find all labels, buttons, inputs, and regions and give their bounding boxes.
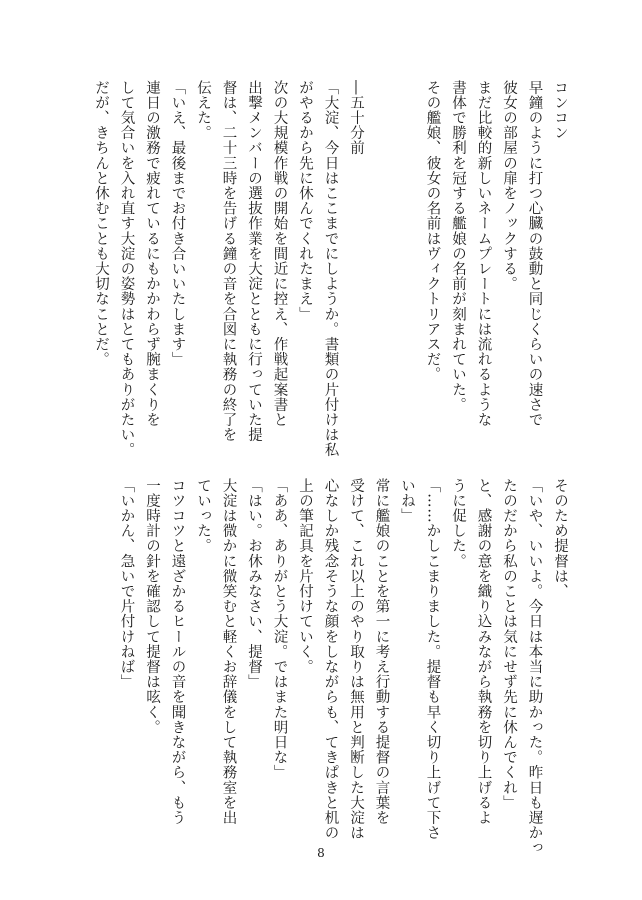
bottom-text-column-block xyxy=(92,478,572,856)
text-line: そのため提督は、 xyxy=(552,478,568,599)
text-line: 連日の激務で疲れているにもかかわらず腕まくりを xyxy=(144,80,160,428)
text-line: 出撃メンバーの選抜作業を大淀とともに行っていた提 xyxy=(246,80,262,443)
text-line: 大淀は微かに微笑むと軽くお辞儀をして執務室を出 xyxy=(220,478,237,826)
text-line: 「ああ、ありがとう大淀。ではまた明日な」 xyxy=(271,478,288,780)
text-line: まだ比較的新しいネームプレートには流れるような xyxy=(475,80,492,428)
blank-line xyxy=(394,80,420,430)
text-line: 常に艦娘のことを第一に考え行動する提督の言葉を xyxy=(373,478,390,826)
text-line: と、感謝の意を織り込みながら執務を切り上げるよ xyxy=(475,478,492,826)
text-line: だが、きちんと休むことも大切なことだ。 xyxy=(93,80,109,367)
text-line: コンコン xyxy=(552,80,568,141)
text-line: 早鐘のように打つ心臓の鼓動と同じくらいの速さで xyxy=(526,80,543,428)
text-line: 一度時計の針を確認して提督は呟く。 xyxy=(144,478,160,735)
text-line: 心なしか残念そうな顔をしながらも、てきぱきと机の xyxy=(322,478,339,841)
text-line: 「いえ、最後までお付き合いいたします」 xyxy=(169,80,186,367)
text-line: コツコツと遠ざかるヒールの音を聞きながら、もう xyxy=(169,478,186,826)
text-line: 上の筆記具を片付けていく。 xyxy=(297,478,313,675)
text-line: 「いかん、急いで片付けねば」 xyxy=(118,478,135,690)
text-line: 書体で勝利を冠する艦娘の名前が刻まれていた。 xyxy=(450,80,466,413)
text-line: 督は、二十三時を告げる鐘の音を合図に執務の終了を xyxy=(220,80,237,443)
text-line: 次の大規模作戦の開始を間近に控え、作戦起案書と xyxy=(271,80,288,428)
text-line: ていった。 xyxy=(195,478,211,554)
page-number: 8 xyxy=(317,846,325,860)
text-line: 彼女の部屋の扉をノックする。 xyxy=(501,80,517,292)
text-line: 受けて、これ以上のやり取りは無用と判断した大淀は xyxy=(348,478,364,841)
text-line: うに促した。 xyxy=(450,478,466,569)
text-line: 「いや、いいよ。今日は本当に助かった。昨日も遅かっ xyxy=(526,478,543,856)
text-line: 「はい。お休みなさい、提督」 xyxy=(246,478,262,690)
text-line: その艦娘、彼女の名前はヴィクトリアスだ。 xyxy=(424,80,441,382)
text-line: 「大淀、今日はここまでにしようか。書類の片付けは私 xyxy=(322,80,339,458)
text-line: たのだから私のことは気にせず先に休んでくれ」 xyxy=(501,478,517,811)
text-line: いね」 xyxy=(399,478,415,524)
text-line: 「……かしこまりました。提督も早く切り上げて下さ xyxy=(424,478,441,841)
text-line: 伝えた。 xyxy=(195,80,211,141)
text-line: ―五十分前 xyxy=(348,80,364,156)
blank-line xyxy=(368,80,394,430)
text-line: して気合いを入れ直す大淀の姿勢はとてもありがたい。 xyxy=(118,80,135,458)
text-line: がやるから先に休んでくれたまえ」 xyxy=(297,80,313,322)
top-text-column-block xyxy=(92,80,572,458)
